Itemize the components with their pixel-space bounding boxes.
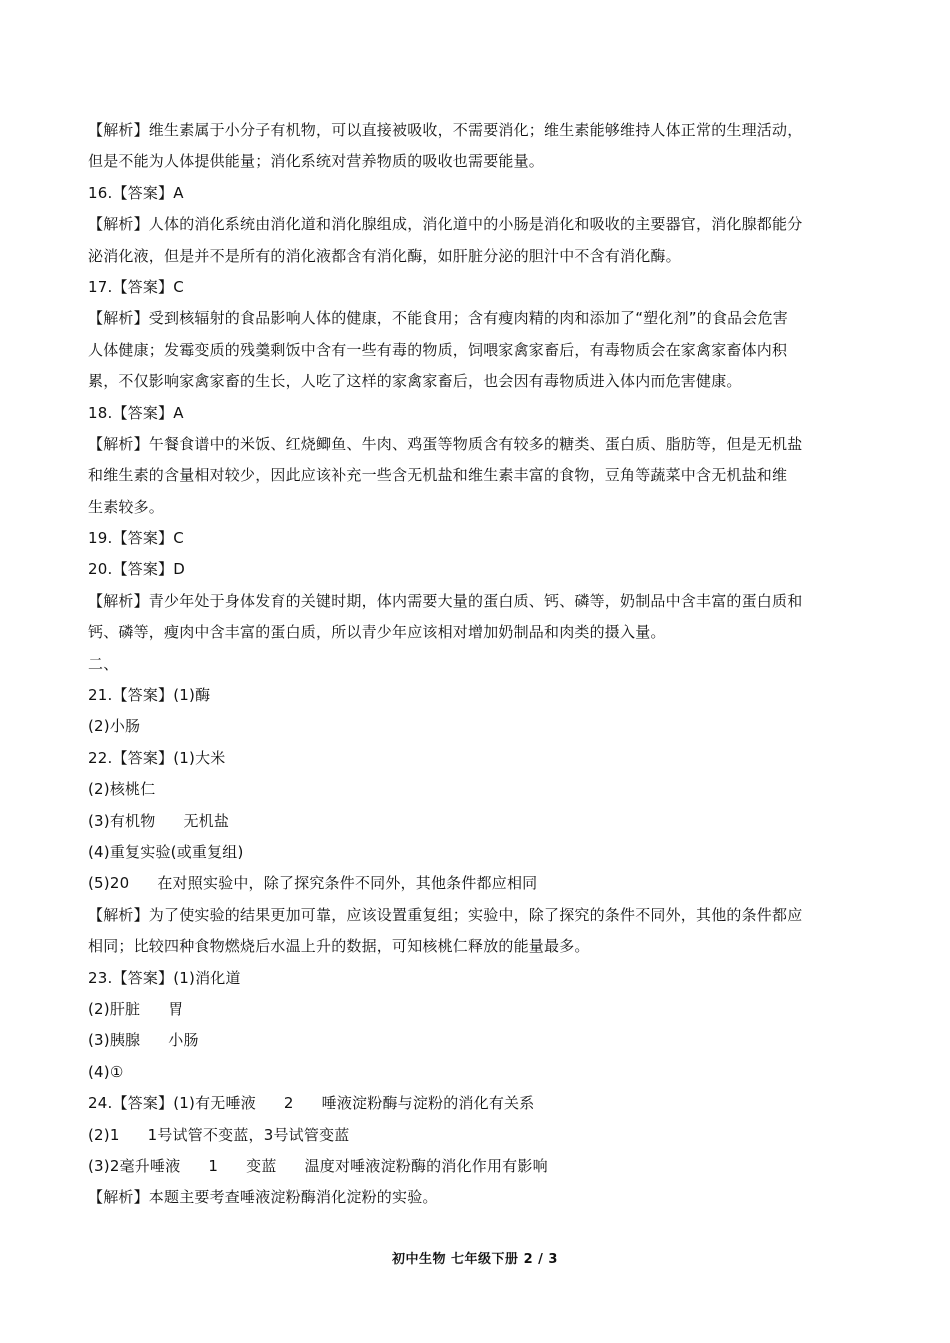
q22-3-b: 无机盐 [183,811,230,830]
q24-1-c: 唾液淀粉酶与淀粉的消化有关系 [321,1094,535,1113]
q24-2-a: (2)1 [88,1125,120,1144]
q24-3-b: 1 [208,1156,219,1175]
q22-5 [88,868,868,899]
text-line: (2)小肠 [88,717,141,736]
answer-18: 18.【答案】A [88,403,184,422]
page-footer: 初中生物 七年级下册 2 / 3 [392,1252,558,1267]
answer-content [88,115,868,1214]
text-line: 泌消化液，但是并不是所有的消化液都含有消化酶，如肝脏分泌的胆汁中不含有消化酶。 [88,246,681,265]
answer-19: 19.【答案】C [88,529,184,548]
q24-3-a: (3)2毫升唾液 [88,1156,181,1175]
q22-3 [88,806,868,837]
answer-23: 23.【答案】(1)消化道 [88,968,241,987]
text-line: 【解析】青少年处于身体发育的关键时期，体内需要大量的蛋白质、钙、磷等，奶制品中含丰富的蛋白质和 [88,591,803,610]
q24-2 [88,1120,868,1151]
q23-2 [88,994,868,1025]
text-line: 人体健康；发霉变质的残羹剩饭中含有一些有毒的物质，饲喂家禽家畜后，有毒物质会在家禽家畜体内积 [88,340,788,359]
section-heading: 二、 [88,654,119,673]
q24-1-a: 24.【答案】(1)有无唾液 [88,1094,256,1113]
q22-4: (4)重复实验(或重复组) [88,842,244,861]
text-line: 【解析】本题主要考查唾液淀粉酶消化淀粉的实验。 [88,1188,438,1207]
text-line: 【解析】人体的消化系统由消化道和消化腺组成，消化道中的小肠是消化和吸收的主要器官，消化腺都能分 [88,215,803,234]
q23-3 [88,1025,868,1056]
text-line: 生素较多。 [88,497,165,516]
text-line: 累，不仅影响家禽家畜的生长，人吃了这样的家禽家畜后，也会因有毒物质进入体内而危害健康。 [88,372,742,391]
answer-21: 21.【答案】(1)酶 [88,686,211,705]
text-line: 钙、磷等，瘦肉中含丰富的蛋白质，所以青少年应该相对增加奶制品和肉类的摄入量。 [88,623,666,642]
q24-3-c: 变蓝 [246,1156,277,1175]
q22-5-a: (5)20 [88,874,130,893]
text-line: 和维生素的含量相对较少，因此应该补充一些含无机盐和维生素丰富的食物，豆角等蔬菜中含无机盐和维 [88,466,788,485]
answer-17: 17.【答案】C [88,277,184,296]
text-line: 【解析】受到核辐射的食品影响人体的健康，不能食用；含有瘦肉精的肉和添加了“塑化剂”的食品会危害 [88,309,788,328]
q24-1-b: 2 [283,1094,294,1113]
answer-16: 16.【答案】A [88,183,184,202]
answer-24 [88,1088,868,1119]
q24-2-b: 1号试管不变蓝，3号试管变蓝 [147,1125,350,1144]
q24-3 [88,1151,868,1182]
answer-22: 22.【答案】(1)大米 [88,748,226,767]
q23-3-b: 小肠 [168,1031,199,1050]
q22-3-a: (3)有机物 [88,811,156,830]
text-line: 【解析】为了使实验的结果更加可靠，应该设置重复组；实验中，除了探究的条件不同外，其他的条件都应 [88,905,803,924]
answer-20: 20.【答案】D [88,560,186,579]
q23-2-a: (2)肝脏 [88,999,141,1018]
text-line: 【解析】维生素属于小分子有机物，可以直接被吸收，不需要消化；维生素能够维持人体正常的生理活动， [88,121,803,139]
text-line: 但是不能为人体提供能量；消化系统对营养物质的吸收也需要能量。 [88,152,545,171]
q22-5-b: 在对照实验中，除了探究条件不同外，其他条件都应相同 [157,874,538,893]
text-line: (2)核桃仁 [88,780,156,799]
text-line: 【解析】午餐食谱中的米饭、红烧鲫鱼、牛肉、鸡蛋等物质含有较多的糖类、蛋白质、脂肪等，但是无机盐 [88,434,803,453]
q23-3-a: (3)胰腺 [88,1031,141,1050]
q23-2-b: 胃 [168,999,184,1018]
text-line: 相同；比较四种食物燃烧后水温上升的数据，可知核桃仁释放的能量最多。 [88,937,590,956]
q24-3-d: 温度对唾液淀粉酶的消化作用有影响 [304,1156,548,1175]
q23-4: (4)① [88,1062,124,1081]
